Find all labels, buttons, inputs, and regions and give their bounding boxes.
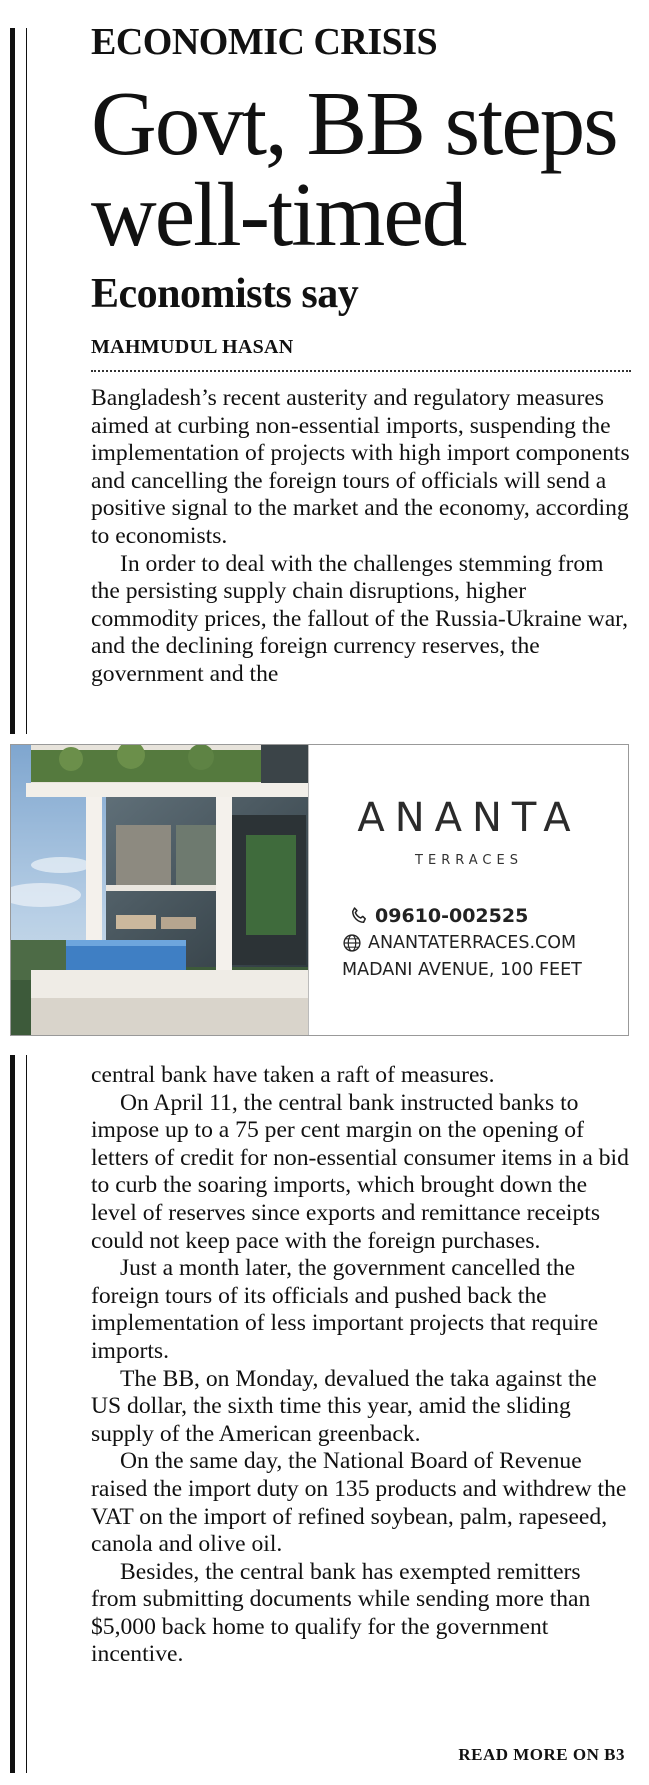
paragraph: central bank have taken a raft of measures. — [91, 1062, 495, 1088]
ad-building-photo — [11, 745, 308, 1035]
ad-brand: ANANTA — [357, 795, 581, 841]
headline-line-2: well-timed — [91, 164, 466, 265]
paragraph: On April 11, the central bank instructed banks to impose up to a 75 per cent margin on the opening of letters of credit for non-essential consumer items in a bid to curb the soaring imports, which brought down the level of reserves since exports and remittance receipts could not keep pace with the foreign purchases. — [91, 1089, 629, 1254]
column-rule-thick-bottom — [10, 1055, 15, 1773]
advertisement[interactable] — [10, 744, 629, 1036]
phone-icon — [349, 906, 369, 926]
paragraph: Just a month later, the government cancelled the foreign tours of its officials and pushed back the implementation of less important projects that require imports. — [91, 1255, 599, 1364]
paragraph: Bangladesh’s recent austerity and regulatory measures aimed at curbing non-essential imports, suspending the implementation of projects with high import components and cancelling the foreign tours of officials will send a positive signal to the market and the economy, according to economists. — [91, 385, 630, 549]
article-body-top — [91, 385, 631, 689]
ad-website-text: ANANTATERRACES.COM — [368, 933, 577, 953]
globe-icon — [342, 933, 362, 953]
ad-brand-sub: TERRACES — [415, 853, 523, 868]
ad-website[interactable] — [342, 933, 576, 953]
headline — [91, 73, 641, 265]
ad-phone-number: 09610-002525 — [375, 905, 529, 927]
column-rule-thick-top — [10, 28, 15, 734]
paragraph: In order to deal with the challenges stemming from the persisting supply chain disruptions, higher commodity prices, the fallout of the Russia-Ukraine war, and the declining foreign currency reserves, the government and the — [91, 550, 628, 687]
paragraph: On the same day, the National Board of Revenue raised the import duty on 135 products and withdrew the VAT on the import of refined soybean, palm, rapeseed, canola and olive oil. — [91, 1448, 627, 1558]
read-more-link[interactable]: READ MORE ON B3 — [458, 1745, 625, 1764]
kicker: ECONOMIC CRISIS — [91, 21, 438, 63]
column-rule-thin-bottom — [26, 1055, 27, 1773]
paragraph: Besides, the central bank has exempted remitters from submitting documents while sending more than $5,000 back home to qualify for the government incentive. — [91, 1558, 591, 1668]
column-rule-thin-top — [26, 28, 27, 734]
ad-address: MADANI AVENUE, 100 FEET — [342, 960, 582, 980]
byline: MAHMUDUL HASAN — [91, 336, 294, 358]
headline-line-1: Govt, BB steps — [91, 73, 617, 174]
ad-info-panel — [308, 745, 629, 1035]
ad-phone[interactable] — [349, 905, 528, 927]
subhead: Economists say — [91, 271, 359, 317]
byline-divider — [91, 370, 631, 372]
article-body-bottom — [91, 1062, 631, 1669]
paragraph: The BB, on Monday, devalued the taka against the US dollar, the sixth time this year, amid the sliding supply of the American greenback. — [91, 1365, 597, 1447]
